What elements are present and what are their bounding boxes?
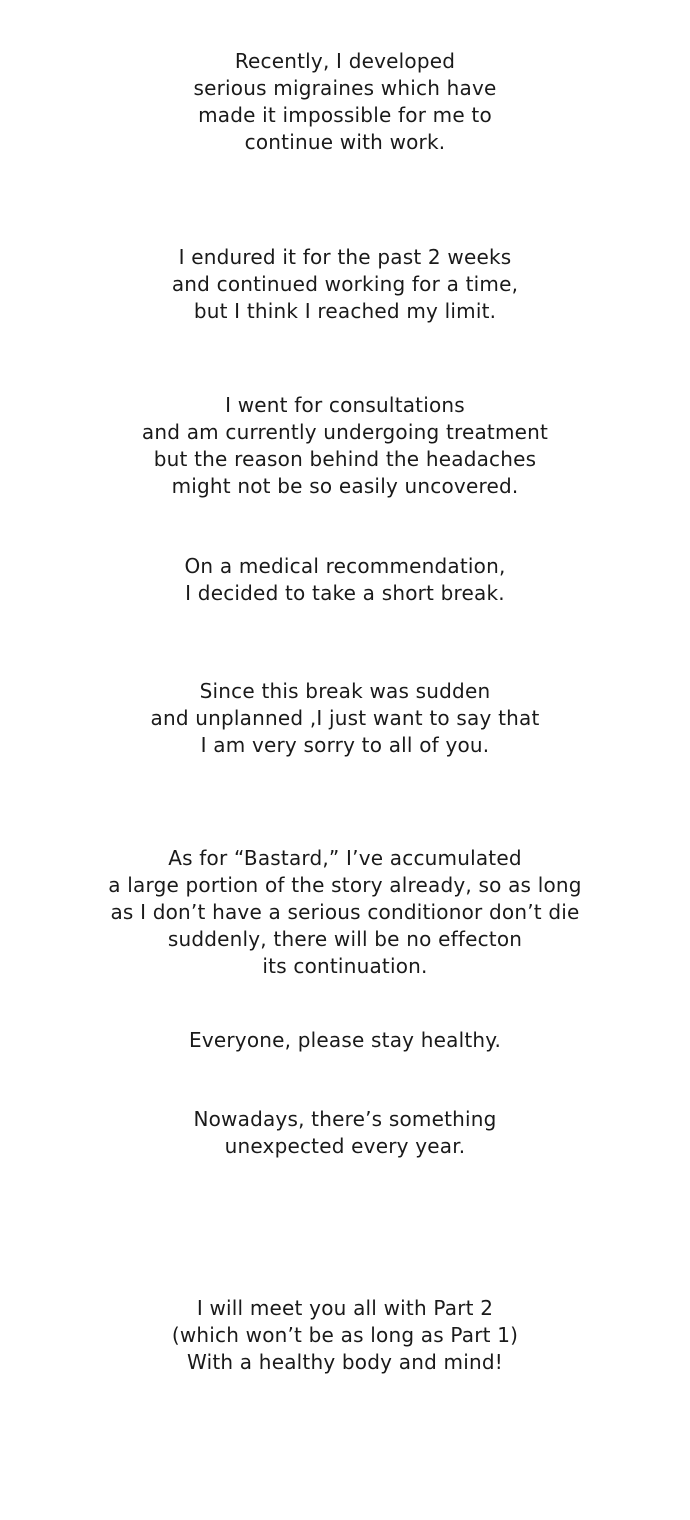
paragraph-consultations xyxy=(0,392,690,500)
text-line: continue with work. xyxy=(244,130,446,154)
text-line: With a healthy body and mind! xyxy=(187,1350,503,1374)
text-line: and continued working for a time, xyxy=(171,272,519,296)
text-line: I endured it for the past 2 weeks xyxy=(178,245,512,269)
text-line: but the reason behind the headaches xyxy=(153,447,537,471)
paragraph-bastard-story xyxy=(0,845,690,980)
paragraph-part-2 xyxy=(0,1295,690,1376)
text-line: Everyone, please stay healthy. xyxy=(188,1028,502,1052)
text-line: As for “Bastard,” I’ve accumulated xyxy=(168,846,522,870)
text-line: might not be so easily uncovered. xyxy=(171,474,519,498)
text-line: suddenly, there will be no effecton xyxy=(167,927,523,951)
text-line: made it impossible for me to xyxy=(198,103,492,127)
text-line: I decided to take a short break. xyxy=(185,581,505,605)
text-line: and am currently undergoing treatment xyxy=(141,420,549,444)
text-line: its continuation. xyxy=(262,954,428,978)
paragraph-apology xyxy=(0,678,690,759)
text-line: (which won’t be as long as Part 1) xyxy=(171,1323,519,1347)
text-line: I will meet you all with Part 2 xyxy=(196,1296,494,1320)
paragraph-medical-recommendation xyxy=(0,553,690,607)
paragraph-migraines xyxy=(0,48,690,156)
text-line: On a medical recommendation, xyxy=(184,554,506,578)
text-line: and unplanned ,I just want to say that xyxy=(150,706,540,730)
paragraph-stay-healthy xyxy=(0,1027,690,1054)
text-line: I went for consultations xyxy=(225,393,465,417)
text-line: a large portion of the story already, so as long xyxy=(108,873,582,897)
paragraph-endured xyxy=(0,244,690,325)
text-line: but I think I reached my limit. xyxy=(193,299,497,323)
text-line: unexpected every year. xyxy=(224,1134,466,1158)
text-line: Recently, I developed xyxy=(234,49,456,73)
text-line: serious migraines which have xyxy=(193,76,497,100)
paragraph-nowadays xyxy=(0,1106,690,1160)
text-line: Since this break was sudden xyxy=(199,679,491,703)
text-line: I am very sorry to all of you. xyxy=(200,733,490,757)
text-line: as I don’t have a serious conditionor don’t die xyxy=(110,900,580,924)
text-line: Nowadays, there’s something xyxy=(193,1107,497,1131)
